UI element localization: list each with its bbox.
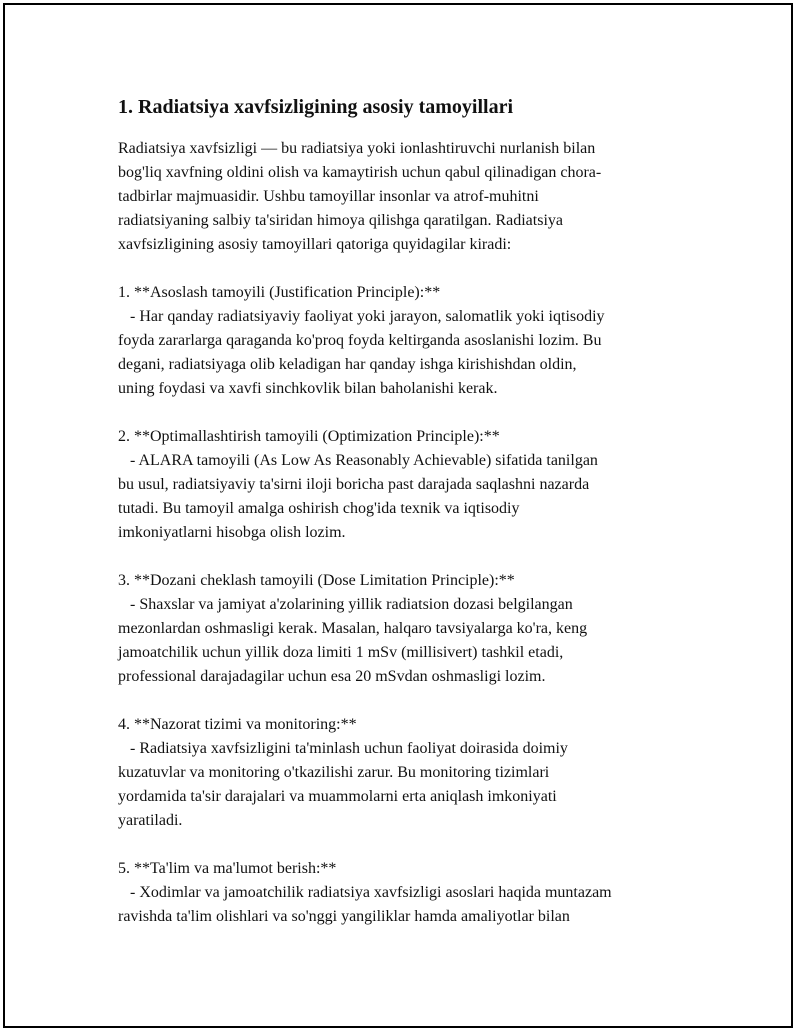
principle-education: 5. **Ta'lim va ma'lumot berish:** - Xodimlar va jamoatchilik radiatsiya xavfsizligi asoslari haqida muntazam ravishda ta'lim olishlari va so'nggi yangiliklar hamda amaliyotlar bilan xyxy=(118,860,612,925)
intro-paragraph: Radiatsiya xavfsizligi — bu radiatsiya yoki ionlashtiruvchi nurlanish bilan bog'liq xavfning oldini olish va kamaytirish uchun qabul qilinadigan chora- tadbirlar majmuasidir. Ushbu tamoyillar insonlar va atrof-muhitni radiatsiyaning salbiy ta'siridan himoya qilishga qaratilgan. Radiatsiya xavfsizligining asosiy tamoyillari qatoriga quyidagilar kiradi: xyxy=(118,140,602,253)
document-content xyxy=(118,94,693,929)
principle-optimization: 2. **Optimallashtirish tamoyili (Optimization Principle):** - ALARA tamoyili (As Low As Reasonably Achievable) sifatida tanilgan bu usul, radiatsiyaviy ta'sirni iloji boricha past darajada saqlashni nazarda tutadi. Bu tamoyil amalga oshirish chog'ida texnik va iqtisodiy imkoniyatlarni hisobga olish lozim. xyxy=(118,428,598,541)
document-title: 1. Radiatsiya xavfsizligining asosiy tamoyillari xyxy=(118,96,514,118)
principle-justification: 1. **Asoslash tamoyili (Justification Principle):** - Har qanday radiatsiyaviy faoliyat yoki jarayon, salomatlik yoki iqtisodiy foyda zararlarga qaraganda ko'proq foyda keltirganda asoslanishi lozim. Bu degani, radiatsiyaga olib keladigan har qanday ishga kirishishdan oldin, uning foydasi va xavfi sinchkovlik bilan baholanishi kerak. xyxy=(118,284,605,397)
principle-monitoring: 4. **Nazorat tizimi va monitoring:** - Radiatsiya xavfsizligini ta'minlash uchun faoliyat doirasida doimiy kuzatuvlar va monitoring o'tkazilishi zarur. Bu monitoring tizimlari yordamida ta'sir darajalari va muammolarni erta aniqlash imkoniyati yaratiladi. xyxy=(118,716,568,829)
principle-dose-limitation: 3. **Dozani cheklash tamoyili (Dose Limitation Principle):** - Shaxslar va jamiyat a'zolarining yillik radiatsion dozasi belgilangan mezonlardan oshmasligi kerak. Masalan, halqaro tavsiyalarga ko'ra, keng jamoatchilik uchun yillik doza limiti 1 mSv (millisivert) tashkil etadi, professional darajadagilar uchun esa 20 mSvdan oshmasligi lozim. xyxy=(118,572,588,685)
